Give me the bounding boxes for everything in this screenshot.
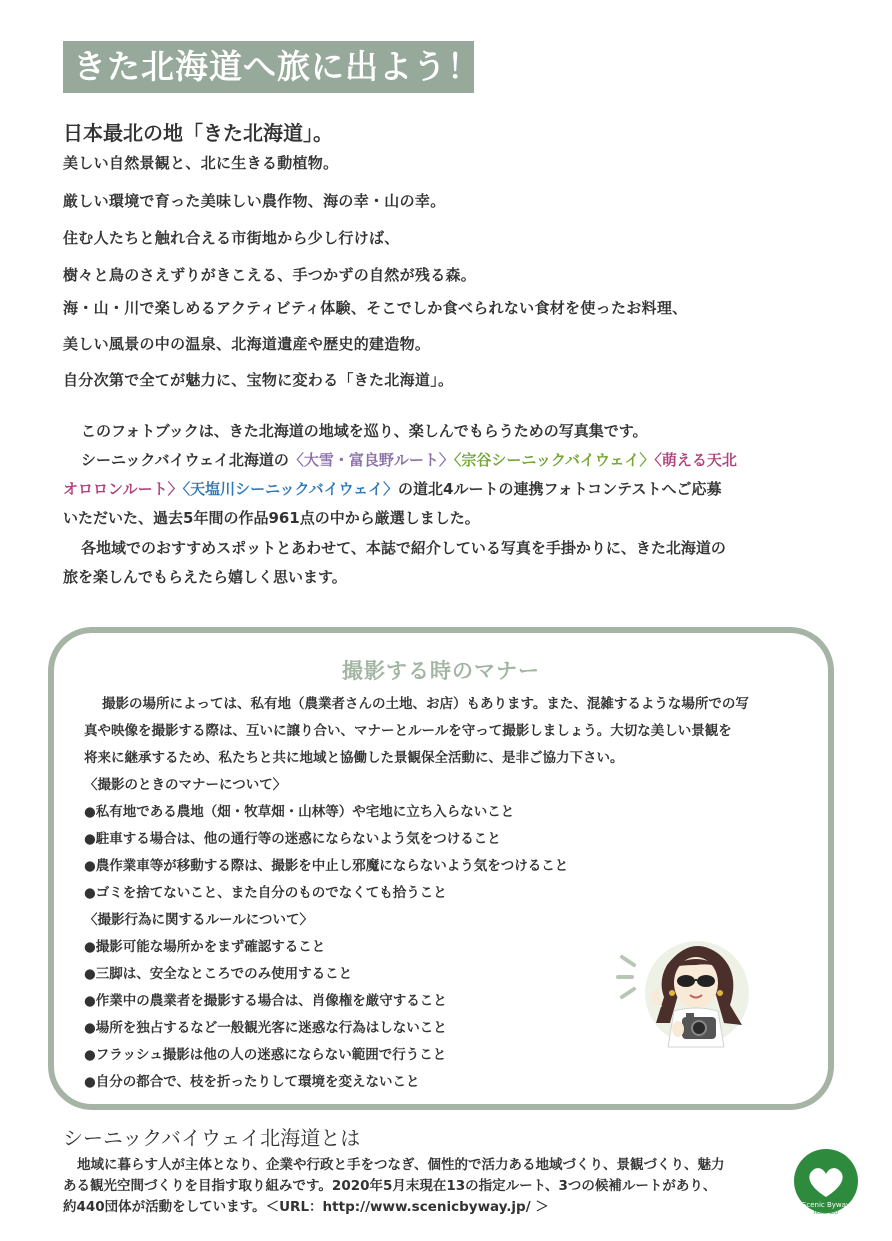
paragraph-3-line-1: 各地域でのおすすめスポットとあわせて、本誌で紹介している写真を手掛かりに、きた北海道の <box>81 539 726 557</box>
manners-title: 撮影する時のマナー <box>342 659 540 683</box>
paragraph-2-line-3: いただいた、過去5年間の作品961点の中から厳選しました。 <box>63 509 480 527</box>
manners-intro-line: 真や映像を撮影する際は、互いに譲り合い、マナーとルールを守って撮影しましょう。大切な美しい景観を <box>84 723 732 739</box>
route-moeru-tenpoku-end: オロロンルート〉 <box>63 480 183 498</box>
scenic-byway-text: 地域に暮らす人が主体となり、企業や行政と手をつなぎ、個性的で活力ある地域づくり、景観づくり、魅力 <box>77 1157 725 1173</box>
sparkle-line <box>622 957 634 965</box>
intro-line: 美しい自然景観と、北に生きる動植物。 <box>63 154 339 172</box>
manners-intro-line: 撮影の場所によっては、私有地（農業者さんの土地、お店）もあります。また、混雑するような場所での写 <box>102 696 749 712</box>
manners-rule: ●私有地である農地（畑・牧草畑・山林等）や宅地に立ち入らないこと <box>84 804 515 820</box>
paragraph-3-line-2: 旅を楽しんでもらえたら嬉しく思います。 <box>63 568 347 586</box>
paragraph-2-line-2 <box>63 478 722 499</box>
intro-line: 美しい風景の中の温泉、北海道遺産や歴史的建造物。 <box>63 335 431 353</box>
manners-rule: ●作業中の農業者を撮影する場合は、肖像権を厳守すること <box>84 993 447 1009</box>
paragraph-1: このフォトブックは、きた北海道の地域を巡り、楽しんでもらうための写真集です。 <box>81 422 648 440</box>
sunglasses-right-icon <box>697 975 715 987</box>
scenic-byway-text: ある観光空間づくりを目指す取り組みです。2020年5月末現在13の指定ルート、3つの候補ルートがあり、 <box>63 1178 717 1194</box>
manners-rule: ●フラッシュ撮影は他の人の迷惑にならない範囲で行うこと <box>84 1047 447 1063</box>
manners-intro-line: 将来に継承するため、私たちと共に地域と協働した景観保全活動に、是非ご協力下さい。 <box>84 750 624 766</box>
intro-line: 自分次第で全てが魅力に、宝物に変わる「きた北海道」。 <box>63 371 454 389</box>
sparkle-line <box>622 989 634 997</box>
intro-line: 住む人たちと触れ合える市街地から少し行けば、 <box>63 229 400 247</box>
manners-rule: ●場所を独占するなど一般観光客に迷惑な行為はしないこと <box>84 1020 447 1036</box>
p2-suffix: の道北4ルートの連携フォトコンテストへご応募 <box>398 480 722 498</box>
scenic-byway-logo <box>792 1147 860 1215</box>
route-daisetsu-furano: 〈大雪・富良野ルート〉 <box>288 451 454 469</box>
manners-rule: ●駐車する場合は、他の通行等の迷惑にならないよう気をつけること <box>84 831 501 847</box>
earring-icon <box>669 990 675 996</box>
paragraph-2-line-1 <box>81 449 737 470</box>
scenic-byway-text: 約440団体が活動をしています。＜URL：http://www.scenicbyway.jp/ ＞ <box>63 1199 549 1215</box>
manners-rule: ●撮影可能な場所かをまず確認すること <box>84 939 326 955</box>
p2-prefix: シーニックバイウェイ北海道の <box>81 451 289 469</box>
intro-line: 樹々と鳥のさえずりがきこえる、手つかずの自然が残る森。 <box>63 266 477 284</box>
sunglasses-left-icon <box>677 975 695 987</box>
route-soya: 〈宗谷シーニックバイウェイ〉 <box>453 451 655 469</box>
earring-icon <box>717 990 723 996</box>
page-title: きた北海道へ旅に出よう！ <box>63 41 474 93</box>
scenic-byway-heading: シーニックバイウェイ北海道とは <box>63 1126 361 1150</box>
route-moeru-tenpoku-start: 〈萌える天北 <box>654 451 737 469</box>
manners-rule: ●農作業車等が移動する際は、撮影を中止し邪魔にならないよう気をつけること <box>84 858 569 874</box>
hand <box>672 1021 684 1037</box>
intro-line: 厳しい環境で育った美味しい農作物、海の幸・山の幸。 <box>63 192 446 210</box>
logo-text-main: Scenic Byway <box>801 1201 851 1209</box>
manners-rule: ●自分の都合で、枝を折ったりして環境を変えないこと <box>84 1074 420 1090</box>
manners-rule: ●ゴミを捨てないこと、また自分のものでなくても拾うこと <box>84 885 447 901</box>
logo-text-sub: HOKKAIDO <box>813 1211 839 1215</box>
intro-lead: 日本最北の地「きた北海道」。 <box>63 121 333 145</box>
intro-line: 海・山・川で楽しめるアクティビティ体験、そこでしか食べられない食材を使ったお料理、 <box>63 299 688 317</box>
rules-subheading: 〈撮影行為に関するルールについて〉 <box>84 912 313 928</box>
photographer-illustration <box>612 925 762 1050</box>
route-teshiogawa: 〈天塩川シーニックバイウェイ〉 <box>182 480 399 498</box>
camera-lens-icon <box>692 1021 706 1035</box>
manners-subheading: 〈撮影のときのマナーについて〉 <box>84 777 287 793</box>
manners-rule: ●三脚は、安全なところでのみ使用すること <box>84 966 353 982</box>
camera-flash <box>686 1013 694 1018</box>
